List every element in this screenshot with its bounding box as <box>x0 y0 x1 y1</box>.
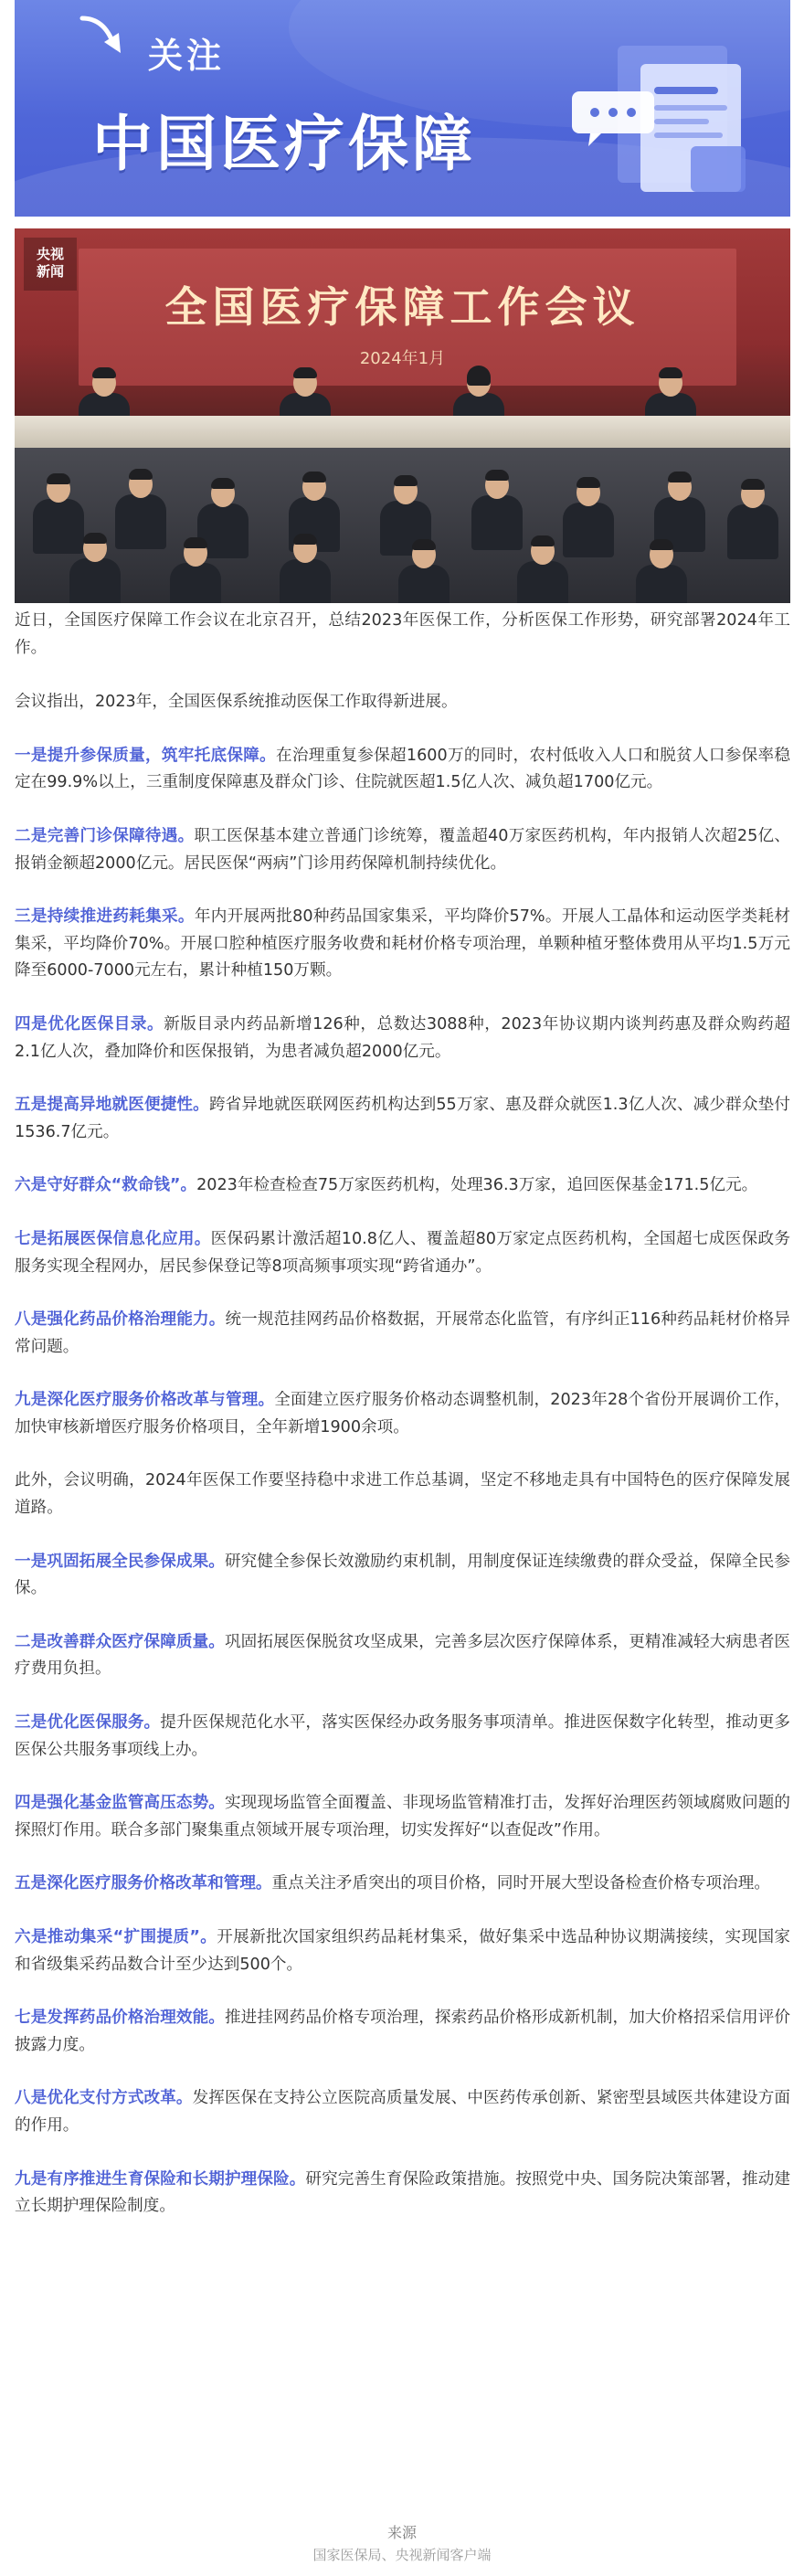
article-paragraph: 九是深化医疗服务价格改革与管理。全面建立医疗服务价格动态调整机制，2023年28个省份开展调价工作，加快审核新增医疗服务价格项目，全年新增1900余项。 <box>15 1391 790 1436</box>
article-paragraph: 二是改善群众医疗保障质量。巩固拓展医保脱贫攻坚成果，完善多层次医疗保障体系，更精准减轻大病患者医疗费用负担。 <box>15 1632 790 1679</box>
article-paragraph: 五是深化医疗服务价格改革和管理。重点关注矛盾突出的项目价格，同时开展大型设备检查价格专项治理。 <box>15 1874 770 1893</box>
article-paragraph: 四是优化医保目录。新版目录内药品新增126种，总数达3088种，2023年协议期内谈判药惠及群众购药超2.1亿人次，叠加降价和医保报销，为患者减负超2000亿元。 <box>15 1014 790 1061</box>
article-paragraph: 六是推动集采“扩围提质”。开展新批次国家组织药品耗材集采，做好集采中选品种协议期满接续，实现国家和省级集采药品数合计至少达到500个。 <box>15 1928 790 1974</box>
presidium-table <box>15 416 790 449</box>
article-paragraph: 会议指出，2023年，全国医保系统推动医保工作取得新进展。 <box>15 693 458 712</box>
article-paragraph: 二是完善门诊保障待遇。职工医保基本建立普通门诊统筹，覆盖超40万家医药机构，年内报销人次超25亿、报销金额超2000亿元。居民医保“两病”门诊用药保障机制持续优化。 <box>15 826 790 873</box>
article-paragraph: 一是提升参保质量，筑牢托底保障。在治理重复参保超1600万的同时，农村低收入人口和脱贫人口参保率稳定在99.9%以上，三重制度保障惠及群众门诊、住院就医超1.5亿人次、减负超1700亿元。 <box>15 746 790 792</box>
article-paragraph: 八是优化支付方式改革。发挥医保在支持公立医院高质量发展、中医药传承创新、紧密型县域医共体建设方面的作用。 <box>15 2089 790 2135</box>
article-paragraph: 一是巩固拓展全民参保成果。研究健全参保长效激励约束机制，用制度保证连续缴费的群众受益，保障全民参保。 <box>15 1552 790 1598</box>
cctv-news-logo: 央视 新闻 <box>24 238 77 291</box>
article-paragraph: 八是强化药品价格治理能力。统一规范挂网药品价格数据，开展常态化监管，有序纠正116种药品耗材价格异常问题。 <box>15 1310 790 1356</box>
article-paragraph: 此外，会议明确，2024年医保工作要坚持稳中求进工作总基调，坚定不移地走具有中国特色的医疗保障发展道路。 <box>15 1471 790 1518</box>
photo-banner-date: 2024年1月 <box>359 349 446 368</box>
article-paragraph: 九是有序推进生育保险和长期护理保险。研究完善生育保险政策措施。按照党中央、国务院决策部署，推动建立长期护理保险制度。 <box>15 2169 790 2216</box>
article-paragraph: 五是提高异地就医便捷性。跨省异地就医联网医药机构达到55万家、惠及群众就医1.3亿人次、减少群众垫付1536.7亿元。 <box>15 1096 790 1141</box>
meeting-photo <box>15 228 790 603</box>
article-paragraph: 六是守好群众“救命钱”。2023年检查检查75万家医药机构，处理36.3万家，追回医保基金171.5亿元。 <box>15 1176 758 1195</box>
banner-kicker: 关注 <box>148 36 226 76</box>
document-illustration-icon <box>554 37 764 206</box>
article-paragraph: 七是拓展医保信息化应用。医保码累计激活超10.8亿人、覆盖超80万家定点医药机构，全国超七成医保政务服务实现全程网办，居民参保登记等8项高频事项实现“跨省通办”。 <box>15 1229 790 1276</box>
source-label: 来源 <box>386 2524 417 2541</box>
banner-headline: 中国医疗保障 <box>92 109 476 179</box>
article-paragraph: 七是发挥药品价格治理效能。推进挂网药品价格专项治理，探索药品价格形成新机制，加大价格招采信用评价披露力度。 <box>15 2009 790 2054</box>
source-credit <box>0 2522 804 2566</box>
source-value: 国家医保局、央视新闻客户端 <box>312 2547 492 2563</box>
header-banner <box>15 0 790 217</box>
article-paragraph: 四是强化基金监管高压态势。实现现场监管全面覆盖、非现场监管精准打击，发挥好治理医药领域腐败问题的探照灯作用。联合多部门聚集重点领域开展专项治理，切实发挥好“以查促改”作用。 <box>15 1794 790 1839</box>
article-paragraph: 近日，全国医疗保障工作会议在北京召开，总结2023年医保工作，分析医保工作形势，研究部署2024年工作。 <box>15 611 790 657</box>
photo-banner-title: 全国医疗保障工作会议 <box>164 282 640 332</box>
curved-arrow-icon <box>77 9 132 64</box>
article-body <box>15 608 790 2221</box>
article-paragraph: 三是持续推进药耗集采。年内开展两批80种药品国家集采，平均降价57%。开展人工晶体和运动医学类耗材集采，平均降价70%。开展口腔种植医疗服务收费和耗材价格专项治理，单颗种植牙整体费用从平均1.5万元降至6000-7000元左右，累计种植150万颗。 <box>15 907 790 981</box>
article-paragraph: 三是优化医保服务。提升医保规范化水平，落实医保经办政务服务事项清单。推进医保数字化转型，推动更多医保公共服务事项线上办。 <box>15 1713 790 1759</box>
